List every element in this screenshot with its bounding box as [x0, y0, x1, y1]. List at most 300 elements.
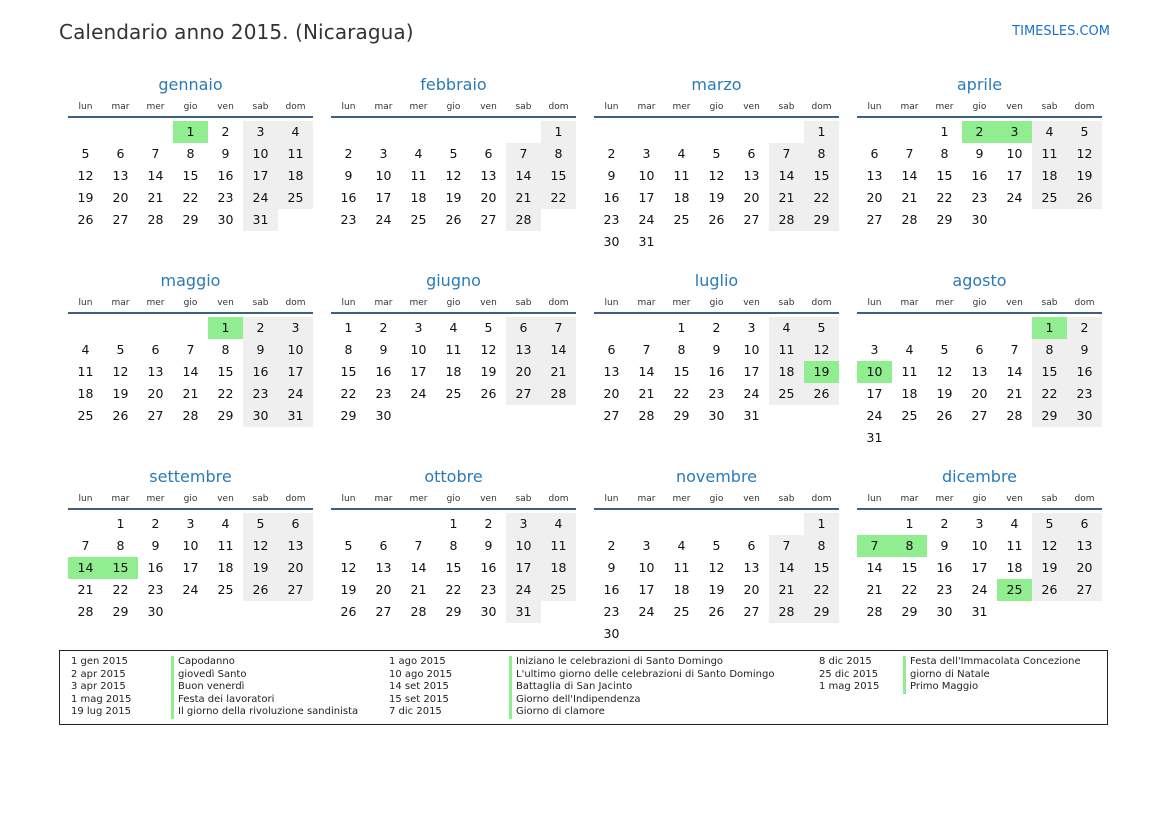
weekday-header — [68, 98, 313, 118]
day-cell: 21 — [866, 582, 883, 597]
day-cell: 31 — [278, 405, 313, 427]
day-cell: 21 — [147, 190, 164, 205]
day-grid — [594, 121, 839, 253]
weekday-label: mar — [111, 494, 130, 504]
weekday-label: dom — [285, 494, 306, 504]
weekday-label: gio — [183, 298, 198, 308]
empty-cell — [699, 513, 734, 535]
day-cell: 26 — [340, 604, 357, 619]
holiday-day-cell: 14 — [68, 557, 103, 579]
day-cell: 25 — [541, 579, 576, 601]
weekday-label: gio — [183, 102, 198, 112]
day-cell: 17 — [1006, 168, 1023, 183]
holiday-day-cell: 1 — [208, 317, 243, 339]
weekday-label: ven — [743, 102, 760, 112]
day-cell: 7 — [769, 143, 804, 165]
day-cell: 9 — [344, 168, 353, 183]
day-cell: 10 — [743, 342, 760, 357]
day-cell: 12 — [445, 168, 462, 183]
day-cell: 31 — [743, 408, 760, 423]
day-cell: 7 — [905, 146, 914, 161]
day-cell: 7 — [186, 342, 195, 357]
day-cell: 26 — [936, 408, 953, 423]
day-cell: 8 — [940, 146, 949, 161]
day-cell: 22 — [340, 386, 357, 401]
day-cell: 10 — [410, 342, 427, 357]
day-cell: 23 — [603, 212, 620, 227]
weekday-label: lun — [78, 494, 93, 504]
day-cell: 10 — [638, 168, 655, 183]
empty-cell — [366, 121, 401, 143]
legend-holiday-name: Il giorno della rivoluzione sandinista — [171, 706, 358, 719]
legend-dates-column — [71, 656, 131, 719]
weekday-label: lun — [78, 298, 93, 308]
day-cell: 21 — [541, 361, 576, 383]
holiday-day-cell: 25 — [997, 579, 1032, 601]
day-cell: 26 — [1067, 187, 1102, 209]
day-grid — [331, 317, 576, 427]
day-cell: 26 — [445, 212, 462, 227]
day-cell: 20 — [603, 386, 620, 401]
weekday-label: dom — [811, 102, 832, 112]
day-cell: 8 — [344, 342, 353, 357]
holiday-day-cell: 10 — [857, 361, 892, 383]
day-cell: 8 — [541, 143, 576, 165]
day-cell: 13 — [112, 168, 129, 183]
weekday-label: ven — [480, 494, 497, 504]
day-cell: 20 — [743, 190, 760, 205]
day-cell: 28 — [769, 601, 804, 623]
day-cell: 2 — [940, 516, 949, 531]
day-cell: 20 — [971, 386, 988, 401]
weekday-label: lun — [604, 494, 619, 504]
day-cell: 10 — [182, 538, 199, 553]
day-cell: 13 — [743, 168, 760, 183]
legend-date: 15 set 2015 — [389, 693, 449, 705]
day-cell: 20 — [112, 190, 129, 205]
day-cell: 16 — [375, 364, 392, 379]
day-cell: 25 — [278, 187, 313, 209]
holiday-day-cell: 19 — [804, 361, 839, 383]
empty-cell — [103, 317, 138, 339]
day-cell: 27 — [971, 408, 988, 423]
empty-cell — [769, 121, 804, 143]
day-cell: 30 — [375, 408, 392, 423]
legend-holiday-name: giovedì Santo — [171, 669, 358, 682]
day-cell: 7 — [81, 538, 90, 553]
day-cell: 25 — [77, 408, 94, 423]
day-cell: 29 — [936, 212, 953, 227]
day-cell: 26 — [1032, 579, 1067, 601]
holiday-day-cell: 7 — [857, 535, 892, 557]
day-cell: 30 — [971, 212, 988, 227]
day-cell: 26 — [480, 386, 497, 401]
day-grid — [857, 121, 1102, 231]
day-cell: 13 — [971, 364, 988, 379]
weekday-label: sab — [252, 102, 269, 112]
day-cell: 21 — [769, 187, 804, 209]
day-grid — [594, 317, 839, 427]
day-cell: 29 — [217, 408, 234, 423]
month-name: aprile — [956, 75, 1003, 94]
legend-names-column — [509, 656, 774, 719]
day-cell: 18 — [673, 190, 690, 205]
weekday-label: dom — [1074, 494, 1095, 504]
weekday-label: mer — [935, 494, 954, 504]
day-cell: 11 — [445, 342, 462, 357]
weekday-label: mar — [374, 494, 393, 504]
day-cell: 14 — [182, 364, 199, 379]
day-cell: 5 — [243, 513, 278, 535]
day-cell: 29 — [804, 601, 839, 623]
day-cell: 12 — [480, 342, 497, 357]
day-cell: 9 — [151, 538, 160, 553]
day-cell: 3 — [414, 320, 423, 335]
day-cell: 10 — [506, 535, 541, 557]
day-cell: 7 — [1010, 342, 1019, 357]
weekday-label: dom — [285, 102, 306, 112]
holiday-day-cell: 1 — [173, 121, 208, 143]
weekday-label: lun — [604, 102, 619, 112]
day-cell: 2 — [151, 516, 160, 531]
empty-cell — [103, 121, 138, 143]
legend-dates-column — [389, 656, 452, 719]
day-cell: 15 — [1032, 361, 1067, 383]
weekday-label: mar — [374, 102, 393, 112]
day-cell: 6 — [870, 146, 879, 161]
day-cell: 11 — [673, 168, 690, 183]
day-cell: 30 — [708, 408, 725, 423]
holiday-day-cell: 8 — [892, 535, 927, 557]
weekday-label: sab — [252, 298, 269, 308]
empty-cell — [892, 121, 927, 143]
day-cell: 6 — [484, 146, 493, 161]
day-cell: 23 — [243, 383, 278, 405]
legend-date: 1 gen 2015 — [71, 656, 129, 667]
weekday-label: mer — [672, 102, 691, 112]
day-cell: 29 — [182, 212, 199, 227]
day-cell: 6 — [975, 342, 984, 357]
day-cell: 29 — [1032, 405, 1067, 427]
month-name: marzo — [691, 75, 742, 94]
weekday-label: dom — [1074, 102, 1095, 112]
legend-dates-column — [819, 656, 879, 694]
day-cell: 7 — [151, 146, 160, 161]
day-cell: 24 — [506, 579, 541, 601]
day-cell: 9 — [1067, 339, 1102, 361]
month-febbraio — [331, 72, 576, 268]
weekday-label: mer — [935, 298, 954, 308]
legend-date: 1 mag 2015 — [71, 693, 132, 705]
month-luglio — [594, 268, 839, 464]
day-cell: 26 — [708, 212, 725, 227]
day-cell: 1 — [449, 516, 458, 531]
day-cell: 17 — [278, 361, 313, 383]
weekday-label: dom — [548, 298, 569, 308]
weekday-label: sab — [252, 494, 269, 504]
day-cell: 23 — [603, 604, 620, 619]
day-cell: 27 — [112, 212, 129, 227]
day-cell: 15 — [217, 364, 234, 379]
legend-holiday-name: Capodanno — [171, 656, 358, 669]
weekday-header — [594, 490, 839, 510]
weekday-label: gio — [972, 298, 987, 308]
day-grid — [68, 121, 313, 231]
weekday-label: ven — [1006, 102, 1023, 112]
day-cell: 27 — [866, 212, 883, 227]
weekday-label: ven — [480, 102, 497, 112]
day-cell: 24 — [866, 408, 883, 423]
weekday-label: mer — [146, 102, 165, 112]
holiday-day-cell: 3 — [997, 121, 1032, 143]
months-grid — [68, 72, 1102, 660]
month-name: maggio — [160, 271, 221, 290]
empty-cell — [594, 121, 629, 143]
empty-cell — [857, 317, 892, 339]
empty-cell — [471, 121, 506, 143]
month-name: giugno — [426, 271, 481, 290]
day-cell: 29 — [804, 209, 839, 231]
day-cell: 15 — [936, 168, 953, 183]
day-cell: 15 — [673, 364, 690, 379]
site-link[interactable]: TIMESLES.COM — [1012, 24, 1110, 39]
day-cell: 4 — [221, 516, 230, 531]
day-cell: 27 — [1067, 579, 1102, 601]
day-cell: 21 — [506, 187, 541, 209]
day-cell: 6 — [607, 342, 616, 357]
empty-cell — [138, 317, 173, 339]
empty-cell — [629, 513, 664, 535]
day-cell: 15 — [541, 165, 576, 187]
day-cell: 24 — [638, 212, 655, 227]
day-cell: 19 — [77, 190, 94, 205]
day-cell: 24 — [638, 604, 655, 619]
month-name: gennaio — [158, 75, 223, 94]
day-cell: 31 — [638, 234, 655, 249]
day-cell: 14 — [901, 168, 918, 183]
day-cell: 2 — [484, 516, 493, 531]
day-cell: 18 — [217, 560, 234, 575]
day-cell: 19 — [708, 190, 725, 205]
day-cell: 5 — [449, 146, 458, 161]
day-cell: 30 — [1067, 405, 1102, 427]
day-cell: 3 — [278, 317, 313, 339]
holiday-legend — [59, 650, 1108, 725]
day-cell: 4 — [449, 320, 458, 335]
day-cell: 3 — [186, 516, 195, 531]
day-cell: 25 — [410, 212, 427, 227]
month-name: ottobre — [424, 467, 483, 486]
day-cell: 7 — [769, 535, 804, 557]
day-cell: 28 — [147, 212, 164, 227]
day-cell: 1 — [116, 516, 125, 531]
day-cell: 16 — [1067, 361, 1102, 383]
day-cell: 12 — [243, 535, 278, 557]
day-cell: 19 — [340, 582, 357, 597]
day-cell: 11 — [1006, 538, 1023, 553]
day-cell: 18 — [1032, 165, 1067, 187]
day-cell: 14 — [506, 165, 541, 187]
day-cell: 2 — [243, 317, 278, 339]
weekday-label: gio — [709, 298, 724, 308]
day-cell: 3 — [379, 146, 388, 161]
day-cell: 23 — [971, 190, 988, 205]
legend-holiday-name: Festa dei lavoratori — [171, 694, 358, 707]
day-cell: 11 — [77, 364, 94, 379]
legend-date: 19 lug 2015 — [71, 706, 131, 718]
day-cell: 27 — [480, 212, 497, 227]
day-cell: 11 — [278, 143, 313, 165]
weekday-label: lun — [604, 298, 619, 308]
day-cell: 2 — [1067, 317, 1102, 339]
day-cell: 2 — [379, 320, 388, 335]
weekday-label: lun — [341, 298, 356, 308]
day-cell: 9 — [712, 342, 721, 357]
day-cell: 11 — [217, 538, 234, 553]
empty-cell — [68, 121, 103, 143]
day-cell: 15 — [182, 168, 199, 183]
month-gennaio — [68, 72, 313, 268]
day-cell: 20 — [278, 557, 313, 579]
day-grid — [331, 513, 576, 623]
empty-cell — [401, 513, 436, 535]
day-cell: 12 — [708, 560, 725, 575]
day-cell: 23 — [936, 582, 953, 597]
day-cell: 14 — [769, 557, 804, 579]
day-cell: 1 — [905, 516, 914, 531]
day-cell: 29 — [901, 604, 918, 619]
weekday-label: sab — [515, 494, 532, 504]
day-cell: 30 — [480, 604, 497, 619]
day-cell: 9 — [607, 560, 616, 575]
day-cell: 14 — [638, 364, 655, 379]
legend-date: 2 apr 2015 — [71, 668, 126, 680]
day-cell: 22 — [804, 187, 839, 209]
day-cell: 17 — [638, 190, 655, 205]
day-cell: 9 — [221, 146, 230, 161]
day-cell: 22 — [901, 582, 918, 597]
day-cell: 12 — [1032, 535, 1067, 557]
day-cell: 12 — [340, 560, 357, 575]
day-cell: 21 — [182, 386, 199, 401]
day-cell: 19 — [936, 386, 953, 401]
empty-cell — [699, 121, 734, 143]
day-cell: 30 — [603, 234, 620, 249]
day-cell: 9 — [975, 146, 984, 161]
day-cell: 4 — [541, 513, 576, 535]
day-cell: 3 — [642, 538, 651, 553]
day-cell: 21 — [769, 579, 804, 601]
day-cell: 26 — [243, 579, 278, 601]
day-cell: 22 — [936, 190, 953, 205]
day-cell: 21 — [638, 386, 655, 401]
weekday-label: gio — [446, 298, 461, 308]
empty-cell — [664, 121, 699, 143]
weekday-label: gio — [709, 102, 724, 112]
day-cell: 18 — [541, 557, 576, 579]
day-cell: 5 — [116, 342, 125, 357]
legend-holiday-name: Buon venerdì — [171, 681, 358, 694]
day-cell: 5 — [804, 317, 839, 339]
day-cell: 19 — [1032, 557, 1067, 579]
day-cell: 1 — [940, 124, 949, 139]
day-cell: 28 — [866, 604, 883, 619]
day-cell: 4 — [81, 342, 90, 357]
day-cell: 28 — [410, 604, 427, 619]
day-cell: 6 — [1067, 513, 1102, 535]
day-cell: 9 — [484, 538, 493, 553]
empty-cell — [173, 317, 208, 339]
legend-holiday-name: L'ultimo giorno delle celebrazioni di Santo Domingo — [509, 669, 774, 682]
day-cell: 14 — [1006, 364, 1023, 379]
day-cell: 24 — [243, 187, 278, 209]
day-cell: 29 — [340, 408, 357, 423]
month-name: dicembre — [941, 467, 1018, 486]
weekday-label: sab — [778, 494, 795, 504]
weekday-header — [857, 294, 1102, 314]
day-cell: 26 — [708, 604, 725, 619]
day-cell: 19 — [708, 582, 725, 597]
day-cell: 28 — [769, 209, 804, 231]
day-cell: 23 — [1067, 383, 1102, 405]
legend-date: 1 mag 2015 — [819, 681, 880, 693]
weekday-header — [331, 490, 576, 510]
empty-cell — [594, 317, 629, 339]
weekday-label: mar — [637, 102, 656, 112]
day-cell: 5 — [712, 146, 721, 161]
day-cell: 8 — [677, 342, 686, 357]
day-cell: 20 — [743, 582, 760, 597]
day-cell: 3 — [243, 121, 278, 143]
day-cell: 8 — [1032, 339, 1067, 361]
day-cell: 10 — [278, 339, 313, 361]
day-grid — [857, 513, 1102, 623]
weekday-label: dom — [1074, 298, 1095, 308]
day-cell: 16 — [971, 168, 988, 183]
day-cell: 22 — [182, 190, 199, 205]
day-cell: 13 — [743, 560, 760, 575]
weekday-header — [68, 294, 313, 314]
day-cell: 4 — [769, 317, 804, 339]
day-cell: 21 — [77, 582, 94, 597]
day-cell: 16 — [340, 190, 357, 205]
day-cell: 2 — [607, 538, 616, 553]
weekday-label: ven — [1006, 298, 1023, 308]
day-cell: 8 — [116, 538, 125, 553]
day-cell: 18 — [410, 190, 427, 205]
day-cell: 19 — [112, 386, 129, 401]
day-cell: 18 — [445, 364, 462, 379]
day-cell: 31 — [971, 604, 988, 619]
day-cell: 27 — [278, 579, 313, 601]
day-cell: 17 — [866, 386, 883, 401]
day-cell: 24 — [743, 386, 760, 401]
day-cell: 22 — [217, 386, 234, 401]
legend-date: 7 dic 2015 — [389, 706, 442, 718]
empty-cell — [769, 513, 804, 535]
weekday-label: gio — [446, 494, 461, 504]
day-cell: 12 — [77, 168, 94, 183]
day-grid — [68, 513, 313, 623]
day-cell: 16 — [708, 364, 725, 379]
day-cell: 6 — [747, 538, 756, 553]
day-cell: 12 — [112, 364, 129, 379]
day-cell: 28 — [506, 209, 541, 231]
day-cell: 10 — [638, 560, 655, 575]
day-cell: 3 — [870, 342, 879, 357]
day-cell: 6 — [116, 146, 125, 161]
day-cell: 21 — [901, 190, 918, 205]
